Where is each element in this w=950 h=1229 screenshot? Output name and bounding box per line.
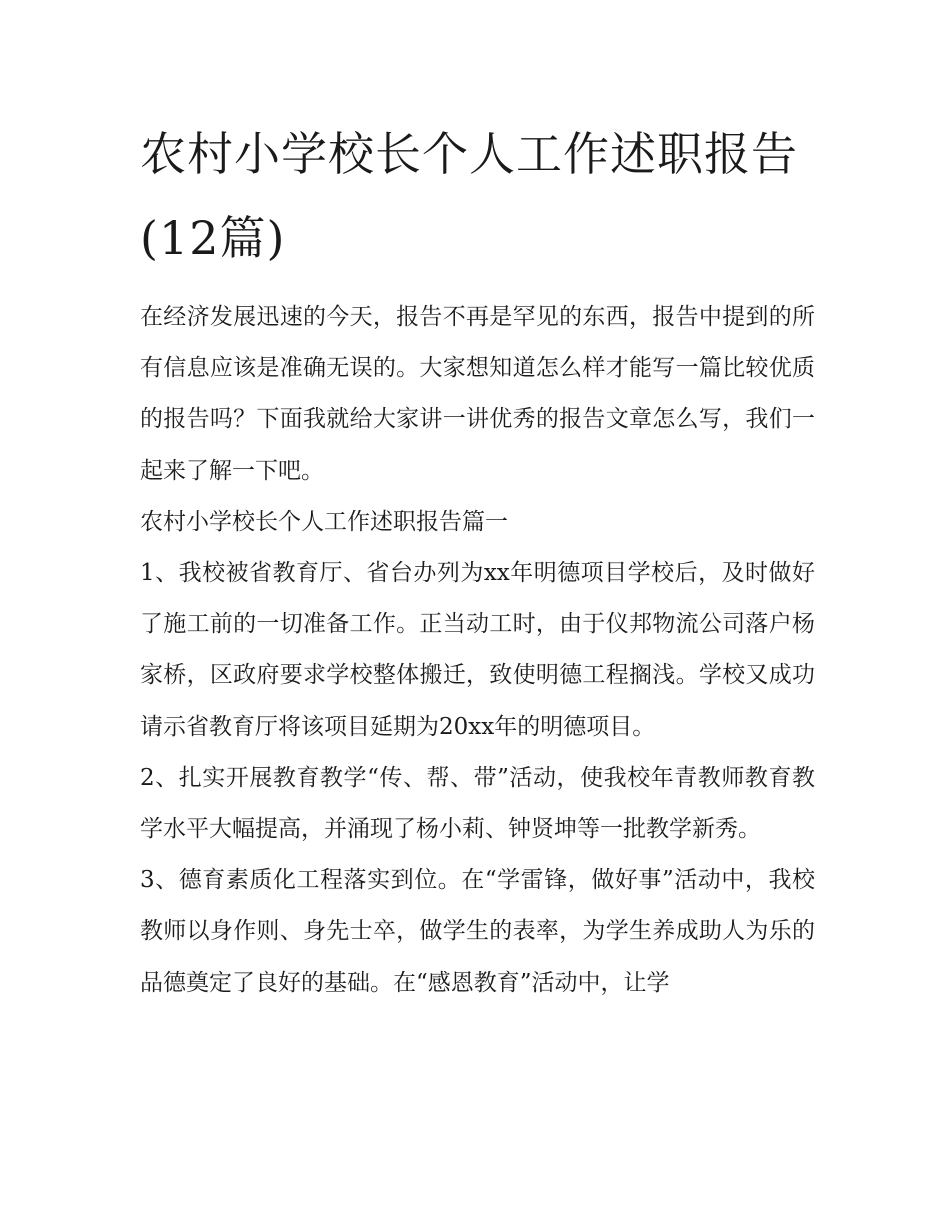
document-page <box>140 112 815 1009</box>
intro-paragraph: 在经济发展迅速的今天，报告不再是罕见的东西，报告中提到的所有信息应该是准确无误的。大家想知道怎么样才能写一篇比较优质的报告吗？下面我就给大家讲一讲优秀的报告文章怎么写，我们一起来了解一下吧。 <box>140 304 815 484</box>
list-item: 1、我校被省教育厅、省台办列为xx年明德项目学校后，及时做好了施工前的一切准备工作。正当动工时，由于仪邦物流公司落户杨家桥，区政府要求学校整体搬迁，致使明德工程搁浅。学校又成功请示省教育厅将该项目延期为20xx年的明德项目。 <box>140 560 815 740</box>
document-body <box>140 292 815 1009</box>
section-heading: 农村小学校长个人工作述职报告篇一 <box>140 508 508 535</box>
list-item: 2、扎实开展教育教学“传、帮、带”活动，使我校年青教师教育教学水平大幅提高，并涌现了杨小莉、钟贤坤等一批教学新秀。 <box>140 764 815 843</box>
document-title: 农村小学校长个人工作述职报告(12篇) <box>140 127 798 265</box>
list-item: 3、德育素质化工程落实到位。在“学雷锋，做好事”活动中，我校教师以身作则、身先士卒，做学生的表率，为学生养成助人为乐的品德奠定了良好的基础。在“感恩教育”活动中，让学 <box>140 867 815 996</box>
